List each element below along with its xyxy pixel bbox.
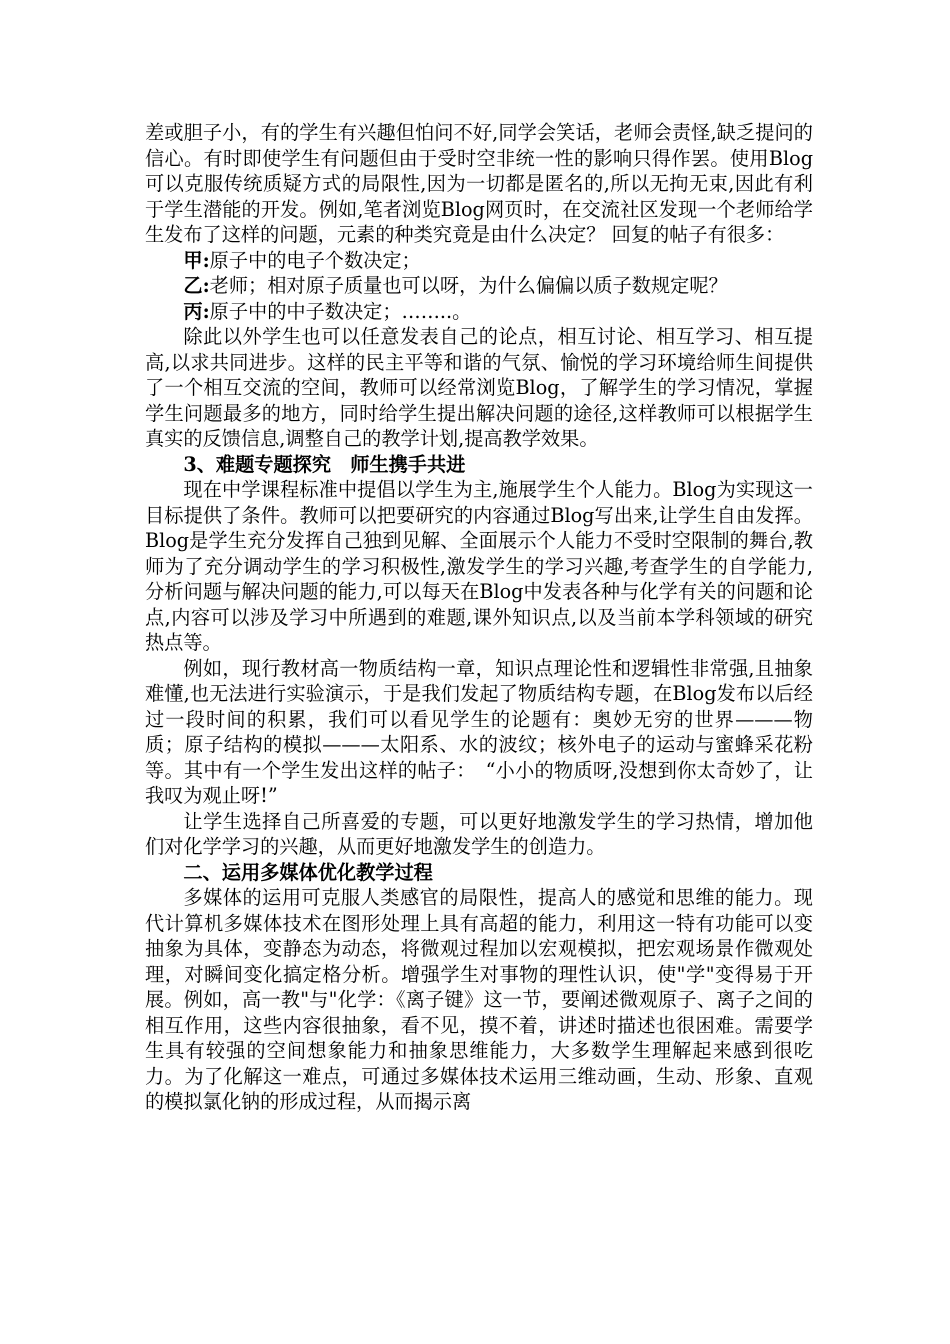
paragraph-topic-choice: 让学生选择自己所喜爱的专题，可以更好地激发学生的学习热情，增加他们对化学学习的兴趣，从而更好地激发学生的创造力。	[145, 809, 813, 858]
reply-item-yi	[145, 273, 813, 299]
paragraph-discussion: 除此以外学生也可以任意发表自己的论点，相互讨论、相互学习、相互提高,以求共同进步。这样的民主平等和谐的气氛、愉悦的学习环境给师生间提供了一个相互交流的空间，教师可以经常浏览Blog，了解学生的学习情况，掌握学生问题最多的地方，同时给学生提出解决问题的途径,这样教师可以根据学生真实的反馈信息,调整自己的教学计划,提高教学效果。	[145, 325, 813, 450]
paragraph-example: 例如，现行教材高一物质结构一章，知识点理论性和逻辑性非常强,且抽象难懂,也无法进行实验演示，于是我们发起了物质结构专题，在Blog发布以后经过一段时间的积累，我们可以看见学生的论题有：奥妙无穷的世界———物质；原子结构的模拟———太阳系、水的波纹；核外电子的运动与蜜蜂采花粉等。其中有一个学生发出这样的帖子： “小小的物质呀,没想到你太奇妙了，让我叹为观止呀!”	[145, 656, 813, 807]
paragraph-intro: 差或胆子小，有的学生有兴趣但怕问不好,同学会笑话，老师会责怪,缺乏提问的信心。有时即使学生有问题但由于受时空非统一性的影响只得作罢。使用Blog可以克服传统质疑方式的局限性,因为一切都是匿名的,所以无拘无束,因此有利于学生潜能的开发。例如,笔者浏览Blog网页时，在交流社区发现一个老师给学生发布了这样的问题，元素的种类究竟是由什么决定？ 回复的帖子有很多：	[145, 121, 813, 246]
paragraph-curriculum: 现在中学课程标准中提倡以学生为主,施展学生个人能力。Blog为实现这一目标提供了条件。教师可以把要研究的内容通过Blog写出来,让学生自由发挥。Blog是学生充分发挥自己独到见解、全面展示个人能力不受时空限制的舞台,教师为了充分调动学生的学习积极性,激发学生的学习兴趣,考查学生的自学能力,分析问题与解决问题的能力,可以每天在Blog中发表各种与化学有关的问题和论点,内容可以涉及学习中所遇到的难题,课外知识点,以及当前本学科领域的研究热点等。	[145, 478, 813, 654]
reply-speaker: 甲:	[183, 248, 210, 272]
reply-text: 原子中的中子数决定；……..。	[209, 299, 472, 323]
reply-speaker: 乙:	[183, 274, 210, 297]
reply-speaker: 丙:	[183, 299, 210, 323]
section-heading-3: 3、难题专题探究 师生携手共进	[183, 452, 466, 476]
section-heading-two: 二、运用多媒体优化教学过程	[183, 860, 433, 884]
reply-text: 老师；相对原子质量也可以呀，为什么偏偏以质子数规定呢？	[209, 274, 728, 297]
paragraph-multimedia: 多媒体的运用可克服人类感官的局限性，提高人的感觉和思维的能力。现代计算机多媒体技术在图形处理上具有高超的能力，利用这一特有功能可以变抽象为具体，变静态为动态，将微观过程加以宏观模拟，把宏观场景作微观处理，对瞬间变化搞定格分析。增强学生对事物的理性认识，使"学"变得易于开展。例如，高一教"与"化学：《离子键》这一节，要阐述微观原子、离子之间的相互作用，这些内容很抽象，看不见，摸不着，讲述时描述也很困难。需要学生具有较强的空间想象能力和抽象思维能力，大多数学生理解起来感到很吃力。为了化解这一难点，可通过多媒体技术运用三维动画，生动、形象、直观的模拟氯化钠的形成过程，从而揭示离	[145, 886, 813, 1113]
document-page	[145, 120, 813, 1115]
reply-text: 原子中的电子个数决定；	[209, 248, 421, 272]
reply-item-bing	[145, 299, 813, 325]
reply-item-jia	[145, 248, 813, 274]
